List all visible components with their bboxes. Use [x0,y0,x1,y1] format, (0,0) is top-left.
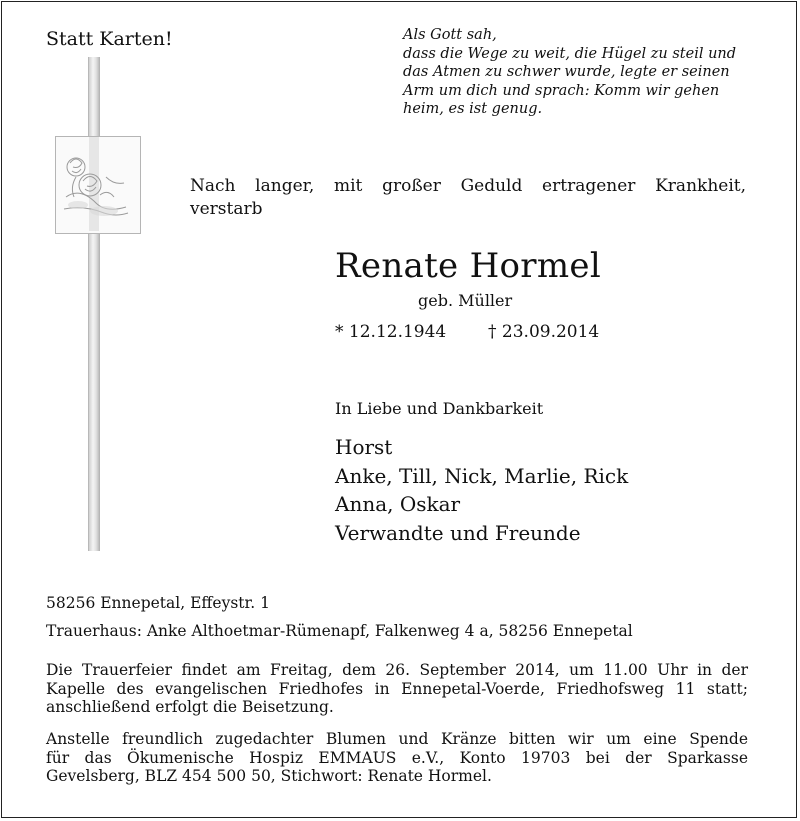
intro-line: verstarb [190,199,263,219]
poem-line: heim, es ist genug. [403,101,543,117]
mourner-line: Anna, Oskar [335,492,461,516]
funeral-line: Die Trauerfeier findet am Freitag, dem 26. September 2014, um 11.00 Uhr in der [46,661,748,679]
poem-line: Als Gott sah, [403,27,497,43]
mourner-line: Verwandte und Freunde [335,520,581,545]
deceased-name: Renate Hormel [335,246,601,286]
dedication: In Liebe und Dankbarkeit [335,399,544,418]
donation-info [46,730,748,786]
poem [403,26,763,119]
cross-icon [88,57,100,551]
birth-name: geb. Müller [418,291,513,310]
poem-line: das Atmen zu schwer wurde, legte er seinen [403,64,730,80]
intro-line: Nach langer, mit großer Geduld ertragener Krankheit, [190,176,746,196]
mourner-line: Horst [335,435,393,459]
mourning-house: Trauerhaus: Anke Althoetmar-Rümenapf, Falkenweg 4 a, 58256 Ennepetal [46,622,633,640]
donation-line: Gevelsberg, BLZ 454 500 50, Stichwort: Renate Hormel. [46,767,492,785]
address: 58256 Ennepetal, Effeystr. 1 [46,594,270,612]
intro-text [190,175,746,221]
rose-icon [55,136,141,234]
funeral-info [46,661,748,717]
funeral-line: Kapelle des evangelischen Friedhofes in Ennepetal-Voerde, Friedhofsweg 11 statt; [46,679,748,698]
header-title: Statt Karten! [46,28,173,50]
mourners-list [335,433,628,547]
death-date: † 23.09.2014 [488,322,600,342]
donation-line: für das Ökumenische Hospiz EMMAUS e.V., Konto 19703 bei der Sparkasse [46,748,748,767]
donation-line: Anstelle freundlich zugedachter Blumen und Kränze bitten wir um eine Spende [46,730,748,748]
birth-date: * 12.12.1944 [335,322,447,342]
poem-line: dass die Wege zu weit, die Hügel zu steil und [403,45,737,62]
poem-line: Arm um dich und sprach: Komm wir gehen [403,82,720,99]
funeral-line: anschließend erfolgt die Beisetzung. [46,698,334,716]
mourner-line: Anke, Till, Nick, Marlie, Rick [335,463,629,488]
